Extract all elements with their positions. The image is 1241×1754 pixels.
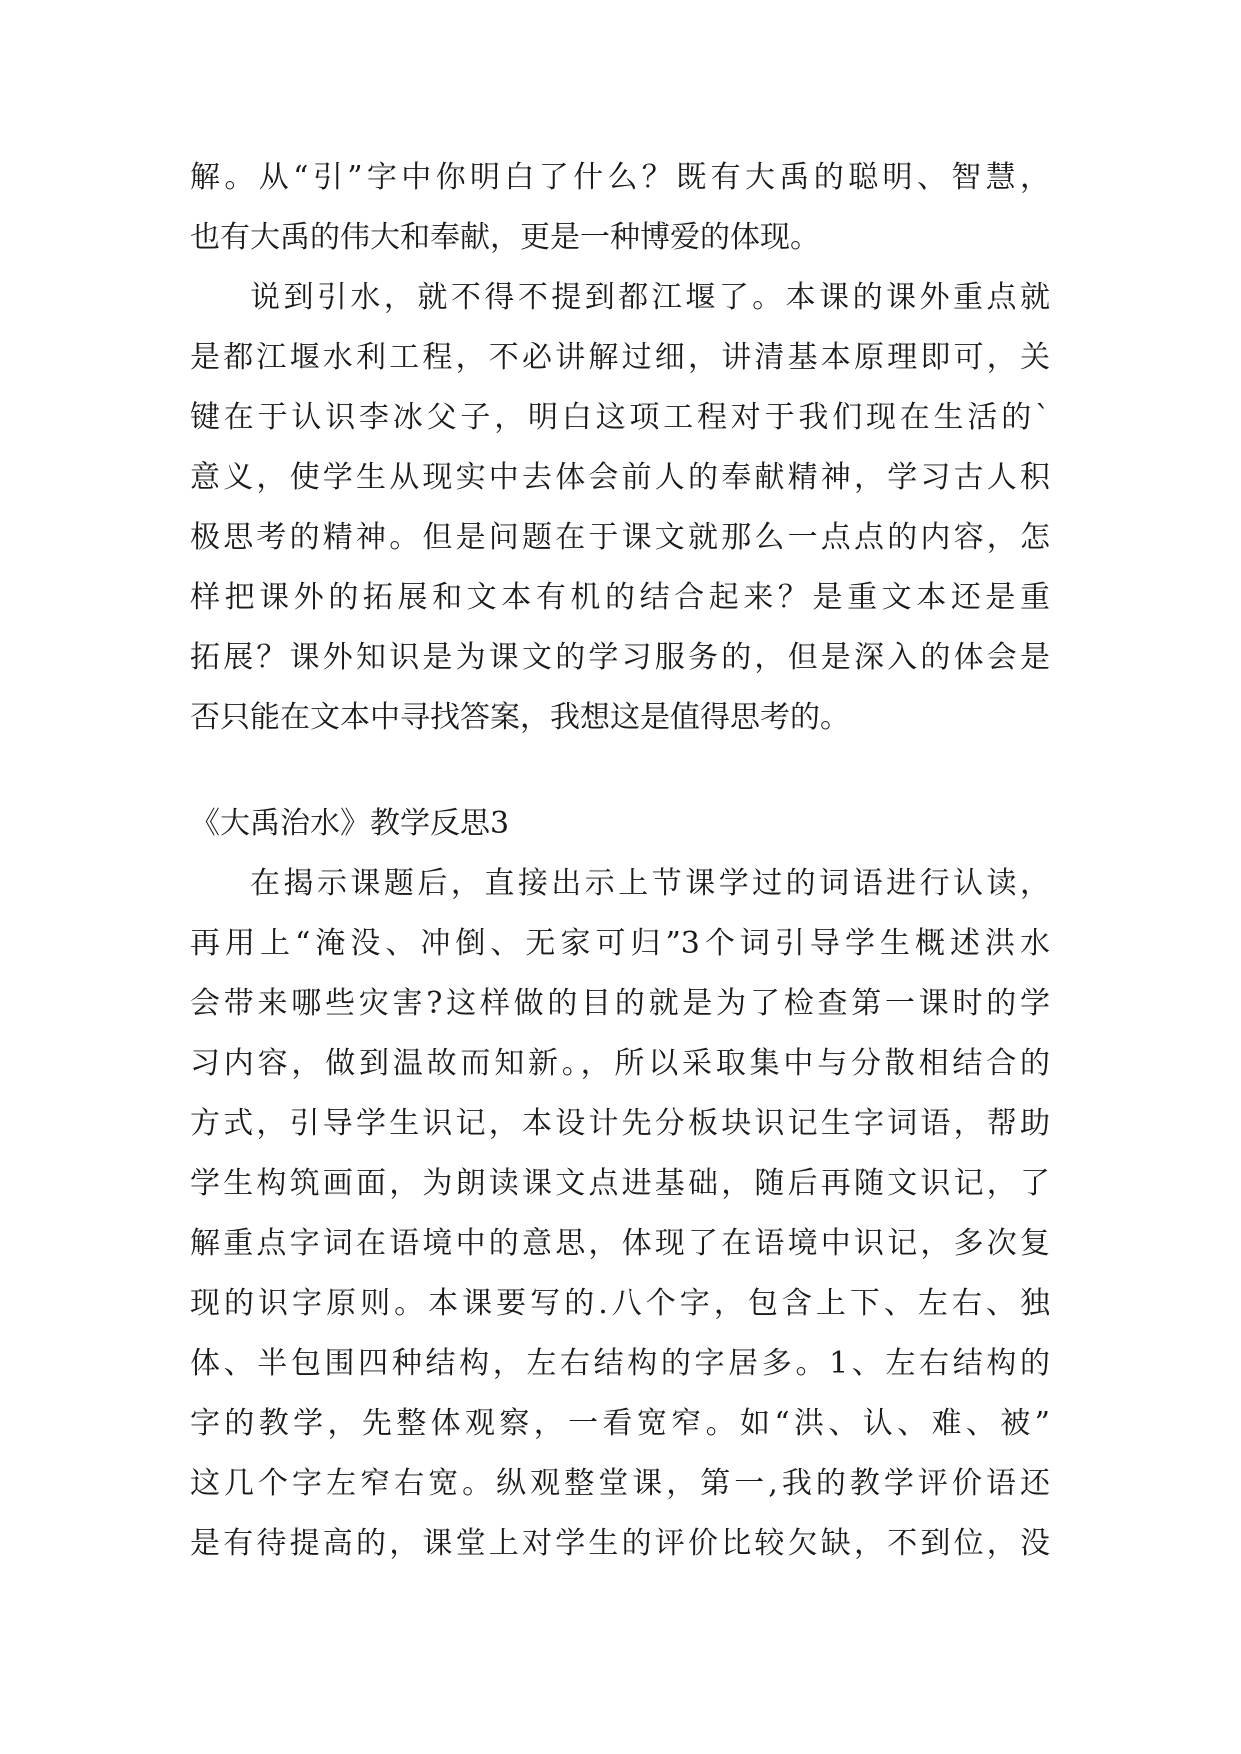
paragraph-line: 是有待提高的，课堂上对学生的评价比较欠缺，不到位，没 [190, 1526, 1050, 1561]
paragraph-line: 也有大禹的伟大和奉献，更是一种博爱的体现。 [190, 220, 820, 255]
paragraph-line: 解。从“引”字中你明白了什么？既有大禹的聪明、智慧， [190, 160, 1050, 195]
paragraph-line: 在揭示课题后，直接出示上节课学过的词语进行认读， [250, 866, 1050, 901]
paragraph-line: 说到引水，就不得不提到都江堰了。本课的课外重点就 [250, 280, 1050, 315]
paragraph-line: 这几个字左窄右宽。纵观整堂课，第一,我的教学评价语还 [190, 1466, 1050, 1501]
paragraph-line: 习内容，做到温故而知新。，所以采取集中与分散相结合的 [190, 1046, 1050, 1081]
paragraph-line: 现的识字原则。本课要写的.八个字，包含上下、左右、独 [190, 1286, 1050, 1321]
paragraph-line: 键在于认识李冰父子，明白这项工程对于我们现在生活的` [190, 400, 1050, 435]
paragraph-line: 意义，使学生从现实中去体会前人的奉献精神，学习古人积 [190, 460, 1050, 495]
paragraph-line: 是都江堰水利工程，不必讲解过细，讲清基本原理即可，关 [190, 340, 1050, 375]
paragraph-line: 学生构筑画面，为朗读课文点进基础，随后再随文识记，了 [190, 1166, 1050, 1201]
paragraph-line: 样把课外的拓展和文本有机的结合起来？是重文本还是重 [190, 580, 1050, 615]
paragraph-line: 极思考的精神。但是问题在于课文就那么一点点的内容，怎 [190, 520, 1050, 555]
section-title: 《大禹治水》教学反思3 [190, 806, 510, 841]
paragraph-line: 解重点字词在语境中的意思，体现了在语境中识记，多次复 [190, 1226, 1050, 1261]
paragraph-line: 方式，引导学生识记，本设计先分板块识记生字词语，帮助 [190, 1106, 1050, 1141]
paragraph-line: 会带来哪些灾害?这样做的目的就是为了检查第一课时的学 [190, 986, 1050, 1021]
paragraph-line: 否只能在文本中寻找答案，我想这是值得思考的。 [190, 700, 850, 735]
paragraph-line: 再用上“淹没、冲倒、无家可归”3个词引导学生概述洪水 [190, 926, 1050, 961]
paragraph-line: 字的教学，先整体观察，一看宽窄。如“洪、认、难、被” [190, 1406, 1050, 1441]
paragraph-line: 拓展？课外知识是为课文的学习服务的，但是深入的体会是 [190, 640, 1050, 675]
paragraph-line: 体、半包围四种结构，左右结构的字居多。1、左右结构的 [190, 1346, 1050, 1381]
